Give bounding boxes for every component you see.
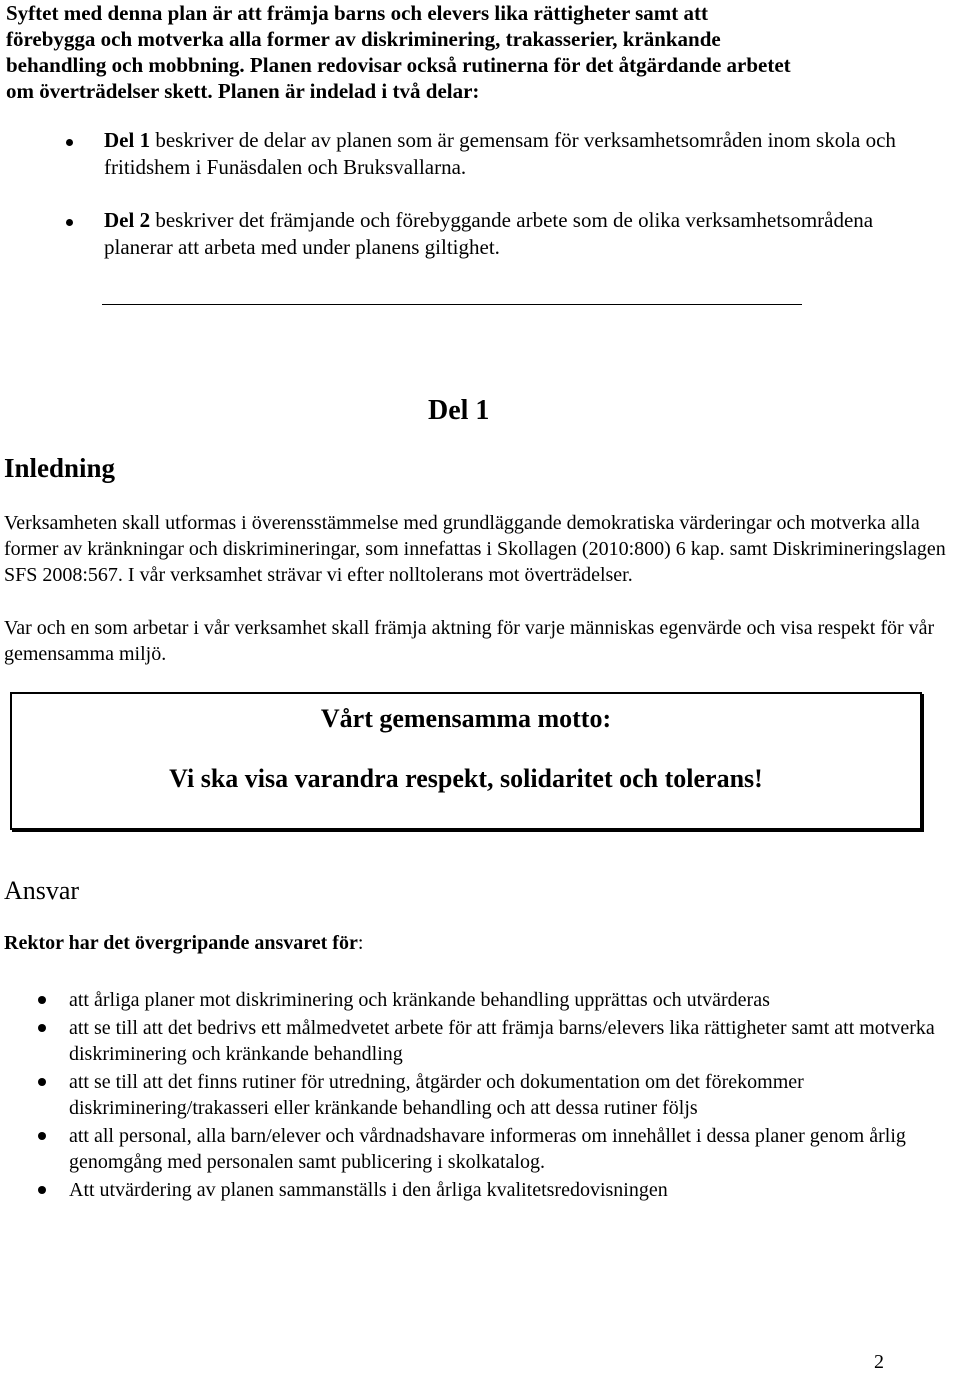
motto-box [10,692,922,830]
horizontal-divider [102,304,802,305]
bullet-icon [66,219,73,226]
list-item [38,1015,958,1067]
parts-list [66,127,926,261]
ansvar-heading: Ansvar [4,876,80,905]
section-title: Del 1 [428,395,490,426]
intro-line: Syftet med denna plan är att främja barns och elevers lika rättigheter samt att [6,1,709,25]
list-item-text: att all personal, alla barn/elever och vårdnadshavare informeras om innehållet i dessa planer genom årlig genomgång med personalen samt publicering i skolkatalog. [69,1125,906,1173]
part-item [66,207,926,261]
list-item [38,1177,958,1203]
part-item [66,127,926,181]
list-item-text: att årliga planer mot diskriminering och kränkande behandling upprättas och utvärderas [69,989,770,1011]
bullet-icon [38,996,46,1004]
motto-title: Vårt gemensamma motto: [320,704,612,733]
list-item-text: Att utvärdering av planen sammanställs i den årliga kvalitetsredovisningen [69,1179,668,1201]
bullet-icon [38,1186,46,1194]
part-label: Del 2 [104,208,151,232]
list-item-text: att se till att det bedrivs ett målmedvetet arbete för att främja barns/elevers lika rättigheter samt att motverka diskriminering och kränkande behandling [69,1017,935,1065]
part-text: beskriver de delar av planen som är gemensam för verksamhetsområden inom skola och fritidshem i Funäsdalen och Bruksvallarna. [104,128,896,179]
bullet-icon [38,1132,46,1140]
bullet-icon [38,1024,46,1032]
intro-line: behandling och mobbning. Planen redovisar också rutinerna för det åtgärdande arbetet [6,53,791,77]
list-item-text: att se till att det finns rutiner för utredning, åtgärder och dokumentation om det förekommer diskriminering/trakasseri eller kränkande behandling och att dessa rutiner följs [69,1071,804,1119]
page-number: 2 [874,1351,884,1373]
ansvar-lead [4,932,363,955]
ansvar-lead-bold: Rektor har det övergripande ansvaret för [4,932,358,954]
bullet-icon [66,139,73,146]
intro-line: om överträdelser skett. Planen är indelad i två delar: [6,79,480,103]
intro-line: förebygga och motverka alla former av diskriminering, trakasserier, kränkande [6,27,721,51]
inledning-heading: Inledning [4,453,116,483]
part-text: beskriver det främjande och förebyggande arbete som de olika verksamhetsområdena planerar att arbeta med under planens giltighet. [104,208,874,259]
ansvar-list [38,987,958,1203]
list-item [38,1069,958,1121]
inledning-paragraph-1: Verksamheten skall utformas i överensstämmelse med grundläggande demokratiska värderingar och motverka alla former av kränkningar och diskrimineringar, som innefattas i Skollagen (2010:800) 6 kap. samt Diskrimineringslagen SFS 2008:567. I vår verksamhet strävar vi efter nolltolerans mot överträdelser. [4,512,946,586]
part-label: Del 1 [104,128,151,152]
list-item [38,987,958,1013]
bullet-icon [38,1078,46,1086]
list-item [38,1123,958,1175]
motto-text: Vi ska visa varandra respekt, solidaritet och tolerans! [169,764,763,793]
ansvar-lead-colon: : [357,932,364,954]
inledning-paragraph-2: Var och en som arbetar i vår verksamhet skall främja aktning för varje människas egenvärde och visa respekt för vår gemensamma miljö. [4,617,935,665]
intro-paragraph [6,0,906,104]
